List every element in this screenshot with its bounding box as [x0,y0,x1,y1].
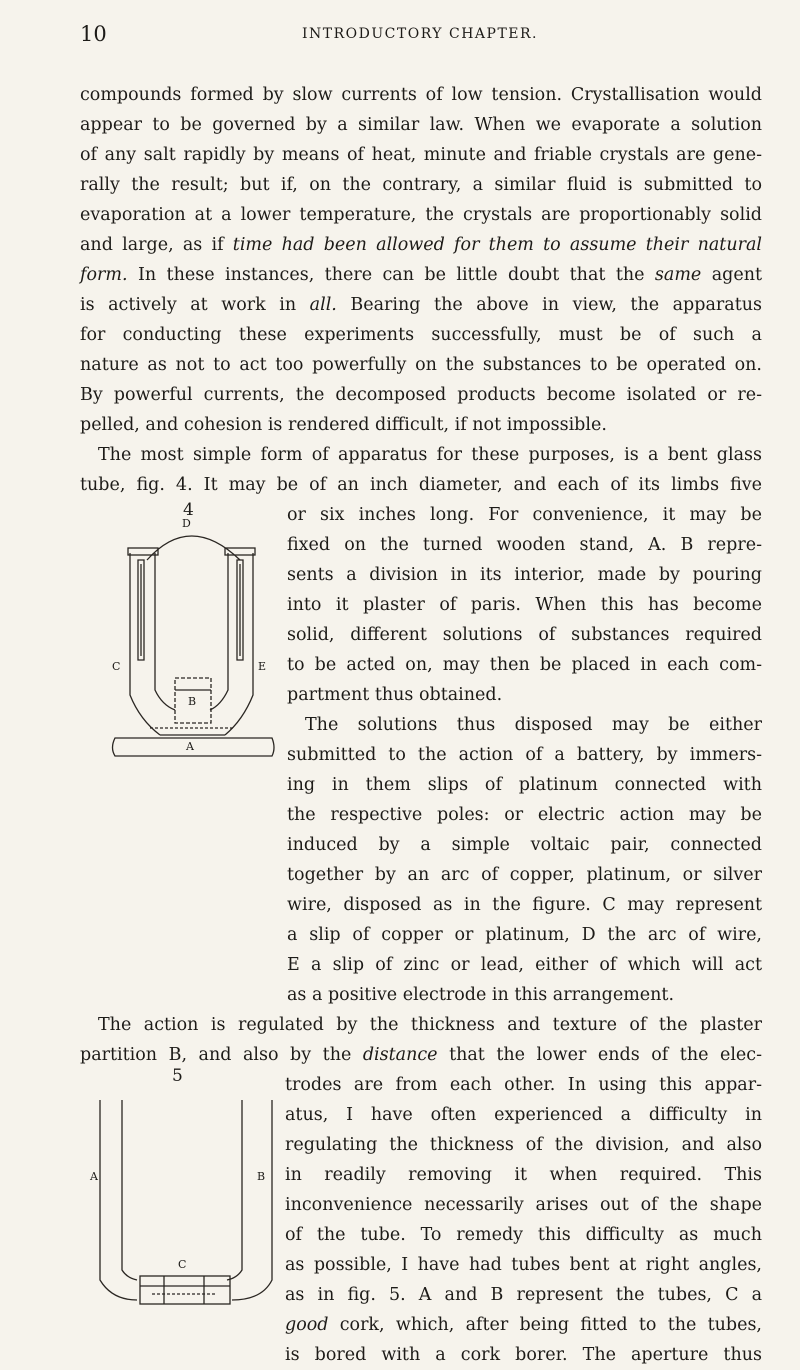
text-line: trodes are from each other. In using this appar- [285,1075,762,1095]
text-line: The most simple form of apparatus for these purposes, is a bent glass [98,445,762,465]
text-line: The solutions thus disposed may be either [305,715,762,735]
text-line: as a positive electrode in this arrangement. [287,985,675,1005]
text-line: is actively at work in all. Bearing the above in view, the apparatus [80,295,762,315]
text-line: is bored with a cork borer. The aperture thus [285,1345,762,1365]
text-line: atus, I have often experienced a difficulty in [285,1105,762,1125]
running-header [80,22,760,54]
text-line: induced by a simple voltaic pair, connected [287,835,762,855]
text-line: compounds formed by slow currents of low tension. Crystallisation would [80,85,762,105]
label-d: D [182,517,191,530]
label-a: A [90,1170,98,1183]
text-line: a slip of copper or platinum, D the arc of wire, [287,925,762,945]
text-line: into it plaster of paris. When this has become [287,595,762,615]
figure-4-number: 4 [183,500,194,520]
running-title: INTRODUCTORY CHAPTER. [302,26,538,42]
text-line: tube, fig. 4. It may be of an inch diameter, and each of its limbs five [80,475,762,495]
text-line: The action is regulated by the thickness and texture of the plaster [98,1015,762,1035]
text-line: form. In these instances, there can be little doubt that the same agent [80,265,762,285]
text-line: or six inches long. For convenience, it may be [287,505,762,525]
text-line: inconvenience necessarily arises out of the shape [285,1195,762,1215]
text-line: of the tube. To remedy this difficulty as much [285,1225,762,1245]
page-number: 10 [80,22,107,46]
text-line: and large, as if time had been allowed for them to assume their natural [80,235,762,255]
right-angle-tubes-illustration [92,1090,282,1315]
text-line: partition B, and also by the distance that the lower ends of the elec- [80,1045,762,1065]
text-line: good cork, which, after being fitted to the tubes, [285,1315,762,1335]
figure-5 [92,1090,282,1315]
text-line: nature as not to act too powerfully on the substances to be operated on. [80,355,762,375]
label-b: B [188,695,197,708]
text-line: to be acted on, may then be placed in each com- [287,655,762,675]
text-line: solid, different solutions of substances required [287,625,762,645]
label-c: C [112,660,121,673]
text-line: as possible, I have had tubes bent at right angles, [285,1255,762,1275]
text-line: wire, disposed as in the figure. C may represent [287,895,762,915]
text-line: regulating the thickness of the division, and also [285,1135,762,1155]
text-line: fixed on the turned wooden stand, A. B repre- [287,535,762,555]
text-line: E a slip of zinc or lead, either of which will act [287,955,762,975]
text-line: By powerful currents, the decomposed products become isolated or re- [80,385,762,405]
text-line: pelled, and cohesion is rendered difficult, if not impossible. [80,415,607,435]
text-line: ing in them slips of platinum connected with [287,775,762,795]
text-line: in readily removing it when required. This [285,1165,762,1185]
text-line: as in fig. 5. A and B represent the tubes, C a [285,1285,762,1305]
text-line: evaporation at a lower temperature, the crystals are proportionably solid [80,205,762,225]
label-a: A [186,740,194,753]
label-c: C [178,1258,187,1271]
text-line: sents a division in its interior, made by pouring [287,565,762,585]
label-e: E [258,660,267,673]
label-b: B [257,1170,266,1183]
figure-4 [100,517,280,760]
text-line: rally the result; but if, on the contrary, a similar fluid is submitted to [80,175,762,195]
text-line: partment thus obtained. [287,685,503,705]
text-line: of any salt rapidly by means of heat, minute and friable crystals are gene- [80,145,762,165]
text-line: the respective poles: or electric action may be [287,805,762,825]
text-line: for conducting these experiments successfully, must be of such a [80,325,762,345]
text-line: together by an arc of copper, platinum, or silver [287,865,762,885]
text-line: appear to be governed by a similar law. When we evaporate a solution [80,115,762,135]
text-line: submitted to the action of a battery, by immers- [287,745,762,765]
figure-5-number: 5 [172,1066,183,1086]
bent-tube-illustration [100,520,280,760]
